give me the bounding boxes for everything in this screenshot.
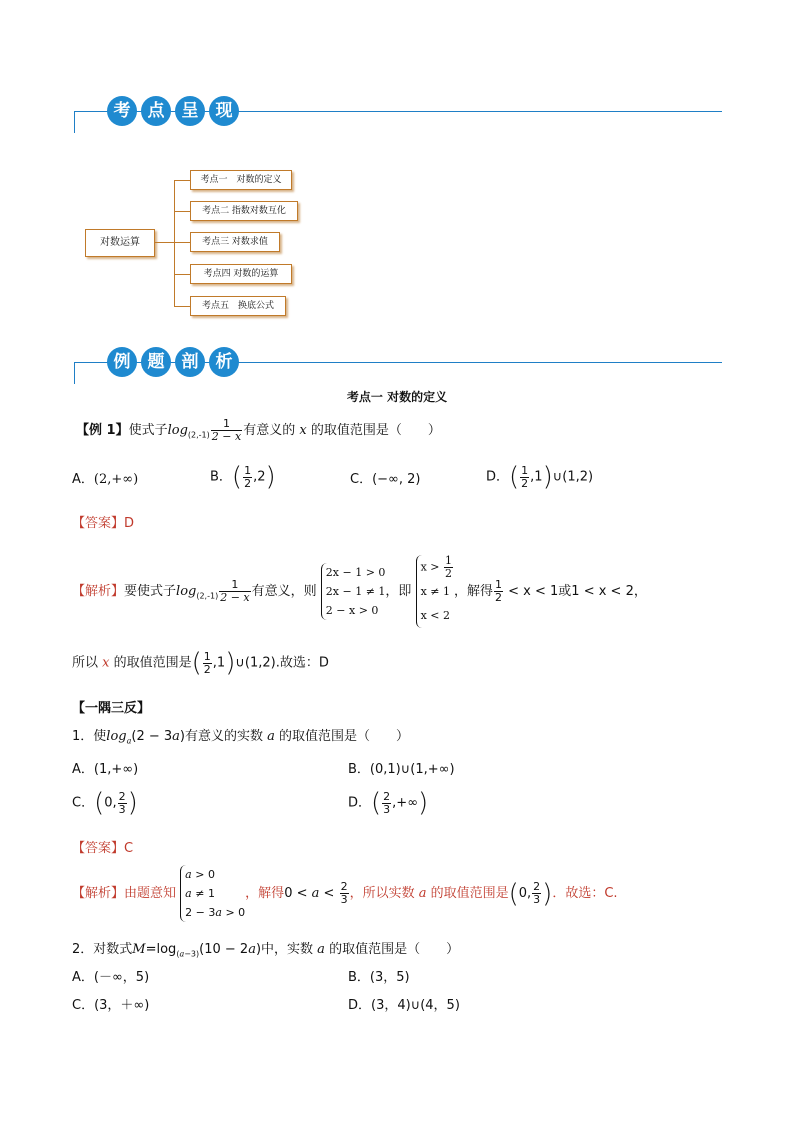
q1-option-c[interactable]: C．(0, $\frac{2}{3}$ ) bbox=[72, 788, 138, 818]
mindmap-item-1: 考点一 对数的定义 bbox=[190, 170, 292, 190]
topic-title: 考点一 对数的定义 bbox=[346, 390, 448, 404]
mindmap-branch bbox=[174, 180, 190, 181]
q2-option-c[interactable]: C．(3，＋∞) bbox=[72, 998, 150, 1013]
option-d[interactable]: D．( $\frac{1}{2}$ ,1)∪(1,2) bbox=[486, 462, 594, 492]
label: C． bbox=[72, 795, 95, 811]
text: 有意义，则 bbox=[251, 584, 317, 599]
text: 所以 bbox=[72, 655, 99, 671]
solution-1: 【解析】要使式子$\log_{(2,-1)}$ $\frac{1}{2 - x}$ 有意义，则 2x − 1 > 0 2x − 1 ≠ 1 2 − x > 0，即 x > $\frac{1}{2}$ x ≠ 1 x < 2，解得 $\frac{1}{2}$ < x < 1或1 < x < 2， bbox=[72, 555, 647, 628]
solution-q1: 【解析】由题意知 a > 0 a ≠ 1 2 − 3a > 0，解得0 < a < $\frac{2}{3}$ ，所以实数 a 的取值范围是(0, $\frac{2}{3}$ )．故选：C. bbox=[72, 865, 618, 922]
q1-option-a[interactable]: A．(1,+∞) bbox=[72, 762, 139, 777]
mindmap-trunk bbox=[174, 180, 175, 306]
text: 要使式子 bbox=[124, 584, 177, 599]
text: 的取值范围是（ ） bbox=[329, 942, 460, 957]
solution-label: 【解析】 bbox=[72, 886, 125, 901]
mindmap-branch bbox=[174, 306, 190, 307]
answer-1 bbox=[72, 512, 134, 531]
label: D． bbox=[348, 795, 372, 811]
practice-title: 【一隅三反】 bbox=[72, 701, 151, 716]
q2-option-b[interactable]: B．(3，5) bbox=[348, 970, 410, 985]
text: 的取值范围是（ ） bbox=[279, 729, 410, 744]
mindmap-item-5: 考点五 换底公式 bbox=[190, 296, 286, 316]
text: 1．使 bbox=[72, 729, 107, 744]
answer-q1 bbox=[72, 837, 133, 856]
option-c[interactable]: C．(−∞, 2) bbox=[350, 472, 421, 487]
solution-1-line2: 所以 x 的取值范围是( $\frac{1}{2}$ ,1)∪(1,2).故选：D bbox=[72, 648, 329, 678]
mindmap-branch bbox=[174, 274, 190, 275]
text: 的取值范围是 bbox=[430, 886, 509, 901]
mindmap-branch bbox=[174, 211, 190, 212]
text: 由题意知 bbox=[124, 886, 177, 901]
label: B． bbox=[210, 469, 232, 485]
section-rule-1 bbox=[74, 111, 722, 112]
text: 2．对数式 bbox=[72, 942, 133, 957]
text: ．故选：C. bbox=[552, 886, 618, 901]
q2-option-a[interactable]: A．(－∞，5) bbox=[72, 970, 150, 985]
section-rule-2 bbox=[74, 362, 722, 363]
mindmap-item-2: 考点二 指数对数互化 bbox=[190, 201, 298, 221]
text: ，解得 bbox=[453, 584, 493, 599]
label: A． bbox=[72, 472, 94, 487]
mindmap-connector bbox=[154, 242, 174, 243]
q1-option-d[interactable]: D．( $\frac{2}{3}$ ,+∞) bbox=[348, 788, 429, 818]
text: 的取值范围是（ ） bbox=[310, 423, 441, 438]
label: C． bbox=[350, 472, 373, 487]
mindmap-item-3: 考点三 对数求值 bbox=[190, 232, 280, 252]
mindmap-branch bbox=[174, 242, 190, 243]
mindmap-root: 对数运算 bbox=[85, 229, 155, 257]
answer-value: C bbox=[124, 841, 134, 856]
text: .故选：D bbox=[275, 655, 329, 671]
section-rule-2-tick bbox=[74, 362, 75, 384]
q1-option-b[interactable]: B．(0,1)∪(1,+∞) bbox=[348, 762, 455, 777]
label: D． bbox=[486, 469, 510, 485]
mindmap-item-4: 考点四 对数的运算 bbox=[190, 264, 292, 284]
answer-value: D bbox=[124, 516, 135, 531]
text: ，解得 bbox=[245, 886, 285, 901]
text: 使式子 bbox=[128, 423, 168, 438]
option-a[interactable]: A．(2,+∞) bbox=[72, 472, 139, 487]
text: 有意义的 bbox=[243, 423, 296, 438]
text: ，所以实数 bbox=[349, 886, 415, 901]
option-b[interactable]: B．( $\frac{1}{2}$ ,2) bbox=[210, 462, 276, 492]
label: A． bbox=[72, 762, 94, 777]
answer-label: 【答案】 bbox=[72, 841, 125, 856]
text: 中，实数 bbox=[261, 942, 314, 957]
text: ，即 bbox=[385, 584, 412, 599]
example-1-stem: 【例 1】使式子$\log_{(2,-1)}$ $\frac{1}{2 - x}$ 有意义的 x 的取值范围是（ ） bbox=[76, 417, 441, 443]
text: 的取值范围是 bbox=[113, 655, 192, 671]
q2-option-d[interactable]: D．(3，4)∪(4，5) bbox=[348, 998, 460, 1013]
q2-stem: 2．对数式$M=\log_{(a-3)}(10 - 2a)$中，实数 a 的取值范围是（ ） bbox=[72, 942, 460, 959]
example-tag: 【例 1】 bbox=[76, 423, 129, 438]
text: 有意义的实数 bbox=[185, 729, 264, 744]
answer-label: 【答案】 bbox=[72, 516, 125, 531]
q1-stem: 1．使$\log_a(2 - 3a)$有意义的实数 a 的取值范围是（ ） bbox=[72, 729, 410, 746]
label: B． bbox=[348, 762, 370, 777]
text: 或 bbox=[558, 584, 572, 599]
solution-label: 【解析】 bbox=[72, 584, 125, 599]
section-rule-1-tick bbox=[74, 111, 75, 133]
